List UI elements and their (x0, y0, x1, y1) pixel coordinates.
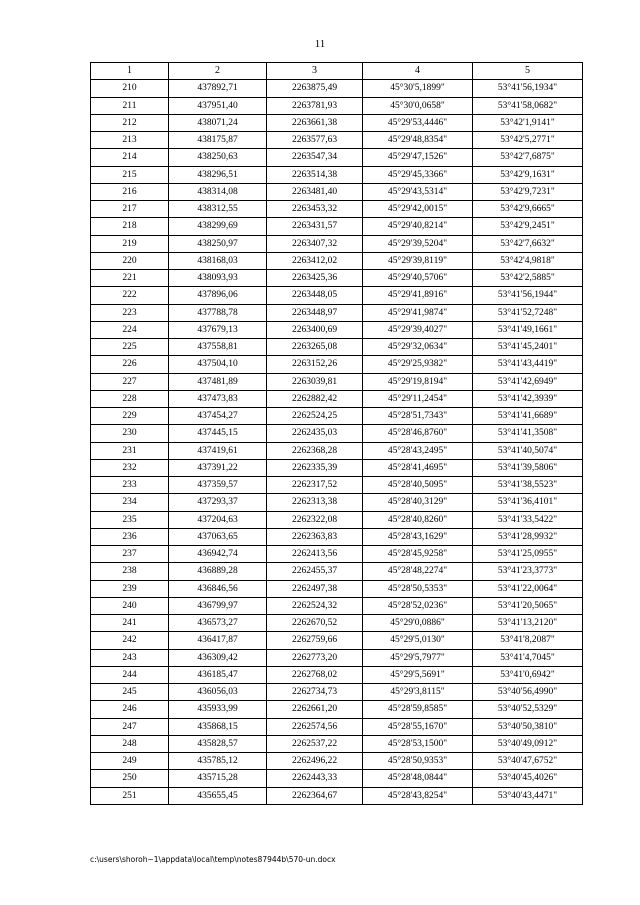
table-cell: 219 (91, 235, 169, 252)
table-cell: 232 (91, 459, 169, 476)
table-cell: 2262497,38 (267, 580, 363, 597)
table-cell: 222 (91, 287, 169, 304)
table-cell: 53°42'2,5885" (473, 270, 583, 287)
table-row (91, 459, 583, 476)
table-cell: 45°29'40,5706" (363, 270, 473, 287)
table-cell: 437445,15 (169, 425, 267, 442)
table-row (91, 304, 583, 321)
table-cell: 250 (91, 770, 169, 787)
table-cell: 53°41'33,5422" (473, 511, 583, 528)
table-cell: 45°28'51,7343" (363, 408, 473, 425)
table-cell: 2262413,56 (267, 546, 363, 563)
table-cell: 2263400,69 (267, 321, 363, 338)
table-cell: 53°41'8,2087" (473, 632, 583, 649)
table-cell: 53°41'0,6942" (473, 666, 583, 683)
table-cell: 435655,45 (169, 787, 267, 804)
table-cell: 437204,63 (169, 511, 267, 528)
table-cell: 237 (91, 546, 169, 563)
table-cell: 437504,10 (169, 356, 267, 373)
table-cell: 53°40'56,4990" (473, 684, 583, 701)
table-cell: 2263425,36 (267, 270, 363, 287)
table-row (91, 132, 583, 149)
table-cell: 45°28'52,0236" (363, 597, 473, 614)
table-cell: 45°28'40,8260" (363, 511, 473, 528)
table-row (91, 735, 583, 752)
table-cell: 45°28'53,1500" (363, 735, 473, 752)
table-cell: 45°29'11,2454" (363, 390, 473, 407)
table-cell: 2263407,32 (267, 235, 363, 252)
table-cell: 2262670,52 (267, 615, 363, 632)
table-row (91, 632, 583, 649)
table-cell: 247 (91, 718, 169, 735)
table-row (91, 718, 583, 735)
table-cell: 435715,28 (169, 770, 267, 787)
table-cell: 2262322,08 (267, 511, 363, 528)
table-cell: 45°29'32,0634" (363, 339, 473, 356)
table-cell: 2262759,66 (267, 632, 363, 649)
table-row (91, 511, 583, 528)
table-row (91, 615, 583, 632)
table-cell: 435868,15 (169, 718, 267, 735)
table-row (91, 235, 583, 252)
table-cell: 438314,08 (169, 183, 267, 200)
table-row (91, 373, 583, 390)
table-row (91, 597, 583, 614)
table-cell: 246 (91, 701, 169, 718)
table-cell: 243 (91, 649, 169, 666)
table-cell: 220 (91, 252, 169, 269)
table-cell: 45°28'43,2495" (363, 442, 473, 459)
table-cell: 438296,51 (169, 166, 267, 183)
column-header: 4 (363, 63, 473, 80)
table-cell: 438175,87 (169, 132, 267, 149)
table-cell: 2263481,40 (267, 183, 363, 200)
table-cell: 45°28'40,3129" (363, 494, 473, 511)
table-cell: 53°41'13,2120" (473, 615, 583, 632)
table-cell: 2262435,03 (267, 425, 363, 442)
table-cell: 45°29'45,3366" (363, 166, 473, 183)
table-cell: 438168,03 (169, 252, 267, 269)
table-cell: 53°41'42,6949" (473, 373, 583, 390)
table-cell: 436573,27 (169, 615, 267, 632)
table-row (91, 166, 583, 183)
table-cell: 45°29'5,5691" (363, 666, 473, 683)
table-cell: 251 (91, 787, 169, 804)
table-cell: 2262882,42 (267, 390, 363, 407)
table-cell: 53°41'49,1661" (473, 321, 583, 338)
table-row (91, 770, 583, 787)
table-cell: 53°42'7,6875" (473, 149, 583, 166)
table-cell: 2263781,93 (267, 97, 363, 114)
table-cell: 53°41'52,7248" (473, 304, 583, 321)
table-row (91, 494, 583, 511)
table-cell: 227 (91, 373, 169, 390)
table-row (91, 701, 583, 718)
table-cell: 53°41'20,5065" (473, 597, 583, 614)
table-cell: 437892,71 (169, 80, 267, 97)
table-cell: 53°40'45,4026" (473, 770, 583, 787)
table-cell: 2263152,26 (267, 356, 363, 373)
table-cell: 436185,47 (169, 666, 267, 683)
table-cell: 53°41'42,3939" (473, 390, 583, 407)
table-row (91, 787, 583, 804)
table-row (91, 356, 583, 373)
table-cell: 53°42'9,2451" (473, 218, 583, 235)
table-cell: 2262455,37 (267, 563, 363, 580)
table-cell: 53°41'40,5074" (473, 442, 583, 459)
table-cell: 437951,40 (169, 97, 267, 114)
table-cell: 436799,97 (169, 597, 267, 614)
table-cell: 242 (91, 632, 169, 649)
table-cell: 45°29'5,0130" (363, 632, 473, 649)
table-cell: 437391,22 (169, 459, 267, 476)
table-cell: 435828,57 (169, 735, 267, 752)
table-cell: 45°28'45,9258" (363, 546, 473, 563)
table-cell: 436309,42 (169, 649, 267, 666)
table-cell: 228 (91, 390, 169, 407)
table-cell: 2262773,20 (267, 649, 363, 666)
table-cell: 2262734,73 (267, 684, 363, 701)
table-cell: 2262524,25 (267, 408, 363, 425)
table-cell: 2263514,38 (267, 166, 363, 183)
table-row (91, 563, 583, 580)
table-cell: 53°40'52,5329" (473, 701, 583, 718)
table-cell: 238 (91, 563, 169, 580)
table-row (91, 580, 583, 597)
table-cell: 230 (91, 425, 169, 442)
table-cell: 436942,74 (169, 546, 267, 563)
table-cell: 2262443,33 (267, 770, 363, 787)
table-cell: 45°29'39,8119" (363, 252, 473, 269)
table-cell: 217 (91, 201, 169, 218)
table-cell: 437679,13 (169, 321, 267, 338)
table-cell: 53°41'38,5523" (473, 477, 583, 494)
table-cell: 240 (91, 597, 169, 614)
table-cell: 45°28'48,2274" (363, 563, 473, 580)
table-cell: 2262317,52 (267, 477, 363, 494)
table-row (91, 546, 583, 563)
table-cell: 53°40'49,0912" (473, 735, 583, 752)
table-cell: 2262368,28 (267, 442, 363, 459)
table-row (91, 753, 583, 770)
table-cell: 2263448,97 (267, 304, 363, 321)
table-cell: 437359,57 (169, 477, 267, 494)
table-cell: 53°41'36,4101" (473, 494, 583, 511)
table-cell: 45°28'55,1670" (363, 718, 473, 735)
table-cell: 53°41'56,1934" (473, 80, 583, 97)
table-cell: 2263577,63 (267, 132, 363, 149)
table-row (91, 252, 583, 269)
table-row (91, 339, 583, 356)
table-cell: 53°41'25,0955" (473, 546, 583, 563)
table-cell: 225 (91, 339, 169, 356)
table-cell: 2262524,32 (267, 597, 363, 614)
table-cell: 437896,06 (169, 287, 267, 304)
table-cell: 2262537,22 (267, 735, 363, 752)
table-cell: 2262574,56 (267, 718, 363, 735)
table-cell: 212 (91, 114, 169, 131)
table-cell: 223 (91, 304, 169, 321)
table-row (91, 114, 583, 131)
table-cell: 2262364,67 (267, 787, 363, 804)
table-cell: 53°41'41,3508" (473, 425, 583, 442)
table-cell: 53°42'9,6665" (473, 201, 583, 218)
table-cell: 224 (91, 321, 169, 338)
table-row (91, 649, 583, 666)
table-cell: 438250,63 (169, 149, 267, 166)
table-row (91, 270, 583, 287)
table-cell: 210 (91, 80, 169, 97)
table-cell: 45°28'50,9353" (363, 753, 473, 770)
table-row (91, 442, 583, 459)
table-cell: 2263875,49 (267, 80, 363, 97)
table-cell: 2263412,02 (267, 252, 363, 269)
table-cell: 45°29'41,9874" (363, 304, 473, 321)
table-cell: 437788,78 (169, 304, 267, 321)
table-cell: 437293,37 (169, 494, 267, 511)
table-row (91, 97, 583, 114)
table-cell: 45°29'5,7977" (363, 649, 473, 666)
table-row (91, 149, 583, 166)
table-cell: 438299,69 (169, 218, 267, 235)
column-header: 2 (169, 63, 267, 80)
table-cell: 2263547,34 (267, 149, 363, 166)
table-header-row (91, 63, 583, 80)
table-cell: 2263448,05 (267, 287, 363, 304)
table-cell: 438312,55 (169, 201, 267, 218)
table-cell: 438071,24 (169, 114, 267, 131)
table-cell: 231 (91, 442, 169, 459)
table-cell: 45°30'0,0658" (363, 97, 473, 114)
table-row (91, 80, 583, 97)
table-cell: 241 (91, 615, 169, 632)
table-cell: 2263431,57 (267, 218, 363, 235)
table-cell: 53°41'39,5806" (473, 459, 583, 476)
table-cell: 437454,27 (169, 408, 267, 425)
table-cell: 53°41'23,3773" (473, 563, 583, 580)
table-cell: 53°42'1,9141" (473, 114, 583, 131)
table-cell: 45°29'42,0015" (363, 201, 473, 218)
table-cell: 53°41'4,7045" (473, 649, 583, 666)
table-cell: 53°41'56,1944" (473, 287, 583, 304)
table-cell: 2263453,32 (267, 201, 363, 218)
table-cell: 437481,89 (169, 373, 267, 390)
table-cell: 45°29'43,5314" (363, 183, 473, 200)
table-cell: 53°41'58,0682" (473, 97, 583, 114)
table-cell: 229 (91, 408, 169, 425)
table-row (91, 201, 583, 218)
table-cell: 45°29'25,9382" (363, 356, 473, 373)
table-cell: 2262335,39 (267, 459, 363, 476)
table-cell: 2263265,08 (267, 339, 363, 356)
table-row (91, 183, 583, 200)
table-cell: 45°29'47,1526" (363, 149, 473, 166)
table-cell: 213 (91, 132, 169, 149)
table-row (91, 477, 583, 494)
table-cell: 45°29'40,8214" (363, 218, 473, 235)
table-cell: 53°40'43,4471" (473, 787, 583, 804)
table-cell: 436889,28 (169, 563, 267, 580)
table-cell: 2262363,83 (267, 528, 363, 545)
table-cell: 435785,12 (169, 753, 267, 770)
table-cell: 214 (91, 149, 169, 166)
table-cell: 53°41'43,4419" (473, 356, 583, 373)
table-cell: 218 (91, 218, 169, 235)
table-cell: 53°42'7,6632" (473, 235, 583, 252)
table-cell: 45°29'0,0886" (363, 615, 473, 632)
table-cell: 437063,65 (169, 528, 267, 545)
table-cell: 2262313,38 (267, 494, 363, 511)
table-cell: 249 (91, 753, 169, 770)
table-cell: 53°41'22,0064" (473, 580, 583, 597)
table-cell: 53°42'9,1631" (473, 166, 583, 183)
table-cell: 45°29'41,8916" (363, 287, 473, 304)
table-cell: 436846,56 (169, 580, 267, 597)
table-cell: 45°29'53,4446" (363, 114, 473, 131)
table-cell: 45°28'41,4695" (363, 459, 473, 476)
table-row (91, 218, 583, 235)
table-row (91, 666, 583, 683)
column-header: 3 (267, 63, 363, 80)
table-cell: 438250,97 (169, 235, 267, 252)
table-cell: 216 (91, 183, 169, 200)
table-cell: 245 (91, 684, 169, 701)
table-row (91, 408, 583, 425)
table-cell: 226 (91, 356, 169, 373)
table-cell: 2263661,38 (267, 114, 363, 131)
table-cell: 53°40'50,3810" (473, 718, 583, 735)
page-number: 11 (314, 38, 326, 50)
table-body (91, 80, 583, 805)
table-cell: 236 (91, 528, 169, 545)
footer-file-path: c:\users\shoroh~1\appdata\local\temp\notes87944b\570-un.docx (90, 855, 336, 864)
table-cell: 437419,61 (169, 442, 267, 459)
table-cell: 45°28'59,8585" (363, 701, 473, 718)
table-row (91, 287, 583, 304)
table-cell: 437473,83 (169, 390, 267, 407)
table-cell: 233 (91, 477, 169, 494)
table-cell: 53°41'28,9932" (473, 528, 583, 545)
table-cell: 436417,87 (169, 632, 267, 649)
table-row (91, 425, 583, 442)
table-cell: 53°42'9,7231" (473, 183, 583, 200)
table-row (91, 528, 583, 545)
column-header: 5 (473, 63, 583, 80)
table-cell: 215 (91, 166, 169, 183)
table-cell: 437558,81 (169, 339, 267, 356)
column-header: 1 (91, 63, 169, 80)
table-cell: 45°28'43,1629" (363, 528, 473, 545)
table-cell: 2262768,02 (267, 666, 363, 683)
table-cell: 45°28'43,8254" (363, 787, 473, 804)
table-cell: 45°28'46,8760" (363, 425, 473, 442)
table-cell: 53°42'5,2771" (473, 132, 583, 149)
table-cell: 45°30'5,1899" (363, 80, 473, 97)
table-cell: 436056,03 (169, 684, 267, 701)
table-cell: 235 (91, 511, 169, 528)
coordinates-table (90, 62, 583, 805)
table-row (91, 390, 583, 407)
table-cell: 438093,93 (169, 270, 267, 287)
table-cell: 435933,99 (169, 701, 267, 718)
table-cell: 248 (91, 735, 169, 752)
table-cell: 45°29'3,8115" (363, 684, 473, 701)
table-cell: 53°41'45,2401" (473, 339, 583, 356)
table-cell: 45°29'19,8194" (363, 373, 473, 390)
table-cell: 45°28'50,5353" (363, 580, 473, 597)
table-cell: 211 (91, 97, 169, 114)
table-row (91, 321, 583, 338)
table-cell: 45°29'39,4027" (363, 321, 473, 338)
table-cell: 239 (91, 580, 169, 597)
table-cell: 2263039,81 (267, 373, 363, 390)
table-cell: 53°41'41,6689" (473, 408, 583, 425)
table-cell: 234 (91, 494, 169, 511)
table-row (91, 684, 583, 701)
table-cell: 2262661,20 (267, 701, 363, 718)
table-cell: 45°29'48,8354" (363, 132, 473, 149)
table-cell: 45°29'39,5204" (363, 235, 473, 252)
table-cell: 53°42'4,9818" (473, 252, 583, 269)
table-cell: 45°28'48,0844" (363, 770, 473, 787)
table-cell: 2262496,22 (267, 753, 363, 770)
table-cell: 221 (91, 270, 169, 287)
table-cell: 244 (91, 666, 169, 683)
table-cell: 45°28'40,5095" (363, 477, 473, 494)
table-cell: 53°40'47,6752" (473, 753, 583, 770)
